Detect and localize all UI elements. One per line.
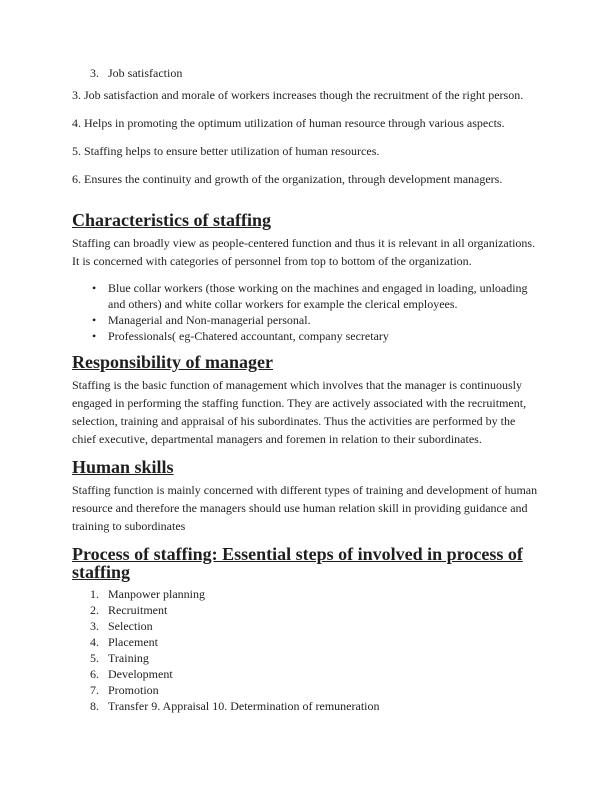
list-item-text: Manpower planning: [108, 587, 205, 601]
list-item-text: Recruitment: [108, 603, 168, 617]
point-paragraph: 4. Helps in promoting the optimum utilization of human resource through various aspects.: [72, 116, 505, 130]
continued-numbered-list: [72, 65, 542, 81]
list-item: [72, 328, 542, 344]
list-item-marker: 8.: [90, 699, 99, 713]
point-paragraph: 6. Ensures the continuity and growth of the organization, through development managers.: [72, 172, 503, 186]
section-heading-characteristics: Characteristics of staffing: [72, 210, 271, 230]
section-heading-responsibility: Responsibility of manager: [72, 352, 274, 372]
list-item-text: Transfer 9. Appraisal 10. Determination of remuneration: [108, 699, 380, 713]
list-item: [72, 312, 542, 328]
list-item-text: Managerial and Non-managerial personal.: [108, 313, 311, 327]
list-item: [72, 682, 542, 698]
point-paragraph: 5. Staffing helps to ensure better utilization of human resources.: [72, 144, 380, 158]
bullet-icon: •: [92, 281, 97, 295]
bullet-icon: •: [92, 313, 97, 327]
list-item: [72, 666, 542, 682]
bullet-icon: •: [92, 329, 97, 343]
list-item-text: Professionals( eg-Chatered accountant, company secretary: [108, 329, 389, 343]
characteristics-bullet-list: [72, 280, 542, 344]
list-item: [72, 65, 542, 81]
list-item-marker: 7.: [90, 683, 99, 697]
list-item-marker: 3.: [90, 619, 99, 633]
list-item-text: Job satisfaction: [108, 66, 183, 80]
responsibility-paragraph: Staffing is the basic function of management which involves that the manager is continuously engaged in performing the staffing function. They are actively associated with the recruitment, selection, training and appraisal of his subordinates. Thus the activities are performed by the chief executive, departmental managers and foremen in relation to their subordinates.: [72, 378, 527, 446]
list-item-marker: 6.: [90, 667, 99, 681]
list-item-text: Training: [108, 651, 149, 665]
section-heading-process: Process of staffing: Essential steps of involved in process of staffing: [72, 544, 523, 582]
list-item-text: Placement: [108, 635, 158, 649]
list-item-text: Promotion: [108, 683, 159, 697]
list-item-marker: 5.: [90, 651, 99, 665]
list-item: [72, 586, 542, 602]
section-heading-human-skills: Human skills: [72, 457, 174, 477]
list-item: [72, 280, 542, 312]
list-item-marker: 3.: [90, 66, 99, 80]
list-item-text: Blue collar workers (those working on the machines and engaged in loading, unloading and others) and white collar workers for example the clerical employees.: [108, 281, 528, 311]
point-paragraph: 3. Job satisfaction and morale of workers increases though the recruitment of the right person.: [72, 88, 524, 102]
list-item-marker: 2.: [90, 603, 99, 617]
list-item: [72, 618, 542, 634]
list-item-marker: 4.: [90, 635, 99, 649]
list-item: [72, 698, 542, 714]
document-content: [72, 65, 542, 714]
list-item-text: Development: [108, 667, 173, 681]
list-item: [72, 602, 542, 618]
list-item-marker: 1.: [90, 587, 99, 601]
list-item: [72, 634, 542, 650]
characteristics-paragraph: Staffing can broadly view as people-centered function and thus it is relevant in all organizations. It is concerned with categories of personnel from top to bottom of the organization.: [72, 236, 536, 268]
list-item: [72, 650, 542, 666]
human-skills-paragraph: Staffing function is mainly concerned with different types of training and development of human resource and therefore the managers should use human relation skill in providing guidance and training to subordinates: [72, 483, 538, 533]
process-steps-list: [72, 586, 542, 714]
list-item-text: Selection: [108, 619, 153, 633]
